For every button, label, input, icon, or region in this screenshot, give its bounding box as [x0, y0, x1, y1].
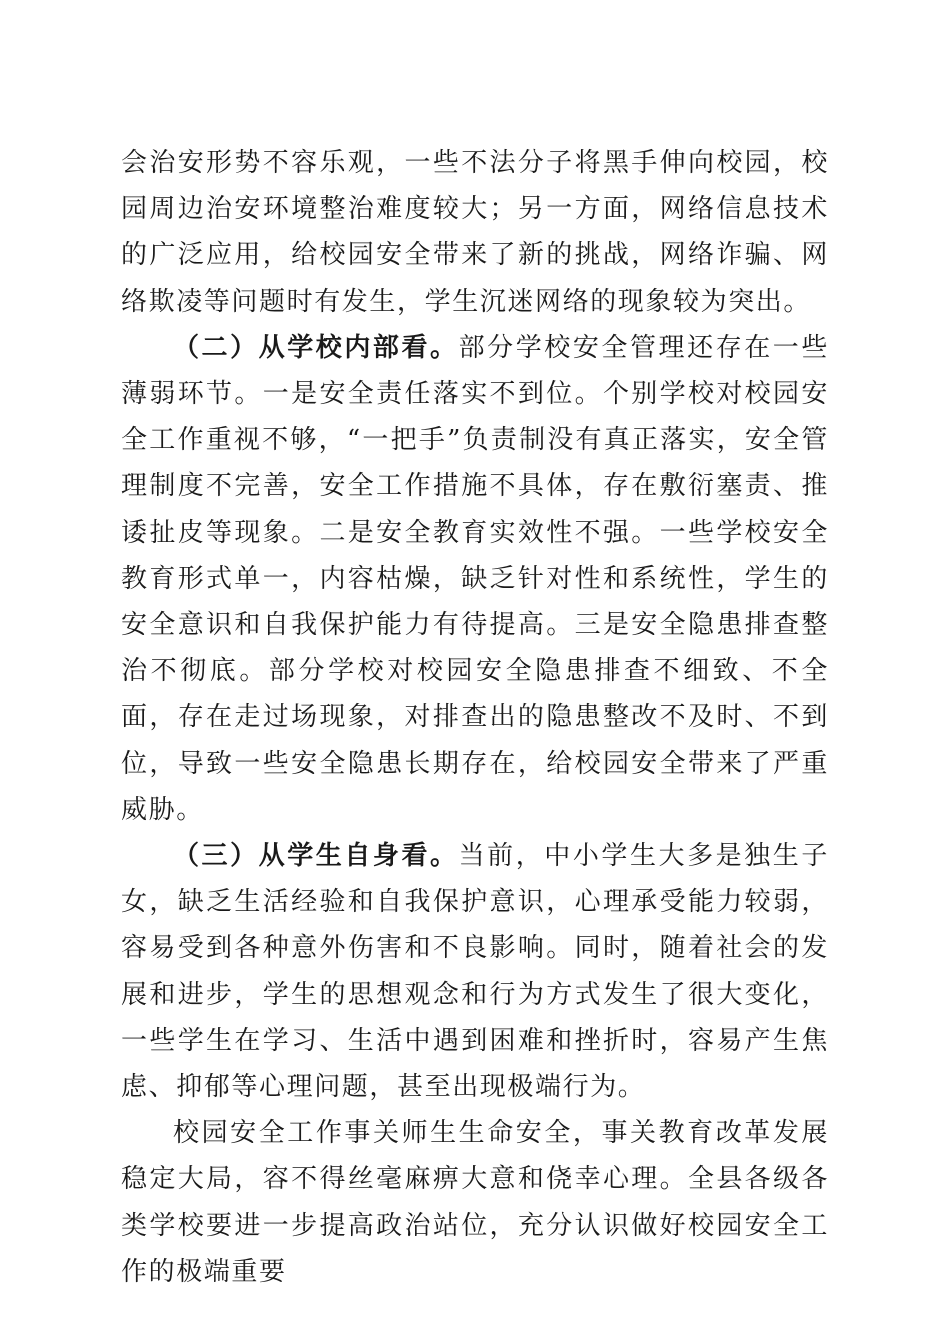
section-heading-students: （三）从学生自身看。: [173, 841, 459, 872]
paragraph-students: [121, 833, 829, 1110]
paragraph-text: 会治安形势不容乐观，一些不法分子将黑手伸向校园，校园周边治安环境整治难度较大；另一方面，网络信息技术的广泛应用，给校园安全带来了新的挑战，网络诈骗、网络欺凌等问题时有发生，学生沉迷网络的现象较为突出。: [121, 148, 829, 317]
section-heading-school-internal: （二）从学校内部看。: [173, 332, 459, 363]
paragraph-school-internal: [121, 325, 829, 833]
document-body: [121, 140, 829, 1295]
paragraph-conclusion: [121, 1110, 829, 1295]
paragraph-text: 当前，中小学生大多是独生子女，缺乏生活经验和自我保护意识，心理承受能力较弱，容易受到各种意外伤害和不良影响。同时，随着社会的发展和进步，学生的思想观念和行为方式发生了很大变化，一些学生在学习、生活中遇到困难和挫折时，容易产生焦虑、抑郁等心理问题，甚至出现极端行为。: [121, 841, 829, 1103]
paragraph-text: 校园安全工作事关师生生命安全，事关教育改革发展稳定大局，容不得丝毫麻痹大意和侥幸心理。全县各级各类学校要进一步提高政治站位，充分认识做好校园安全工作的极端重要: [121, 1118, 829, 1287]
paragraph-continuation: [121, 140, 829, 325]
paragraph-text: 部分学校安全管理还存在一些薄弱环节。一是安全责任落实不到位。个别学校对校园安全工作重视不够，“一把手”负责制没有真正落实，安全管理制度不完善，安全工作措施不具体，存在敷衍塞责、推诿扯皮等现象。二是安全教育实效性不强。一些学校安全教育形式单一，内容枯燥，缺乏针对性和系统性，学生的安全意识和自我保护能力有待提高。三是安全隐患排查整治不彻底。部分学校对校园安全隐患排查不细致、不全面，存在走过场现象，对排查出的隐患整改不及时、不到位，导致一些安全隐患长期存在，给校园安全带来了严重威胁。: [121, 332, 829, 825]
